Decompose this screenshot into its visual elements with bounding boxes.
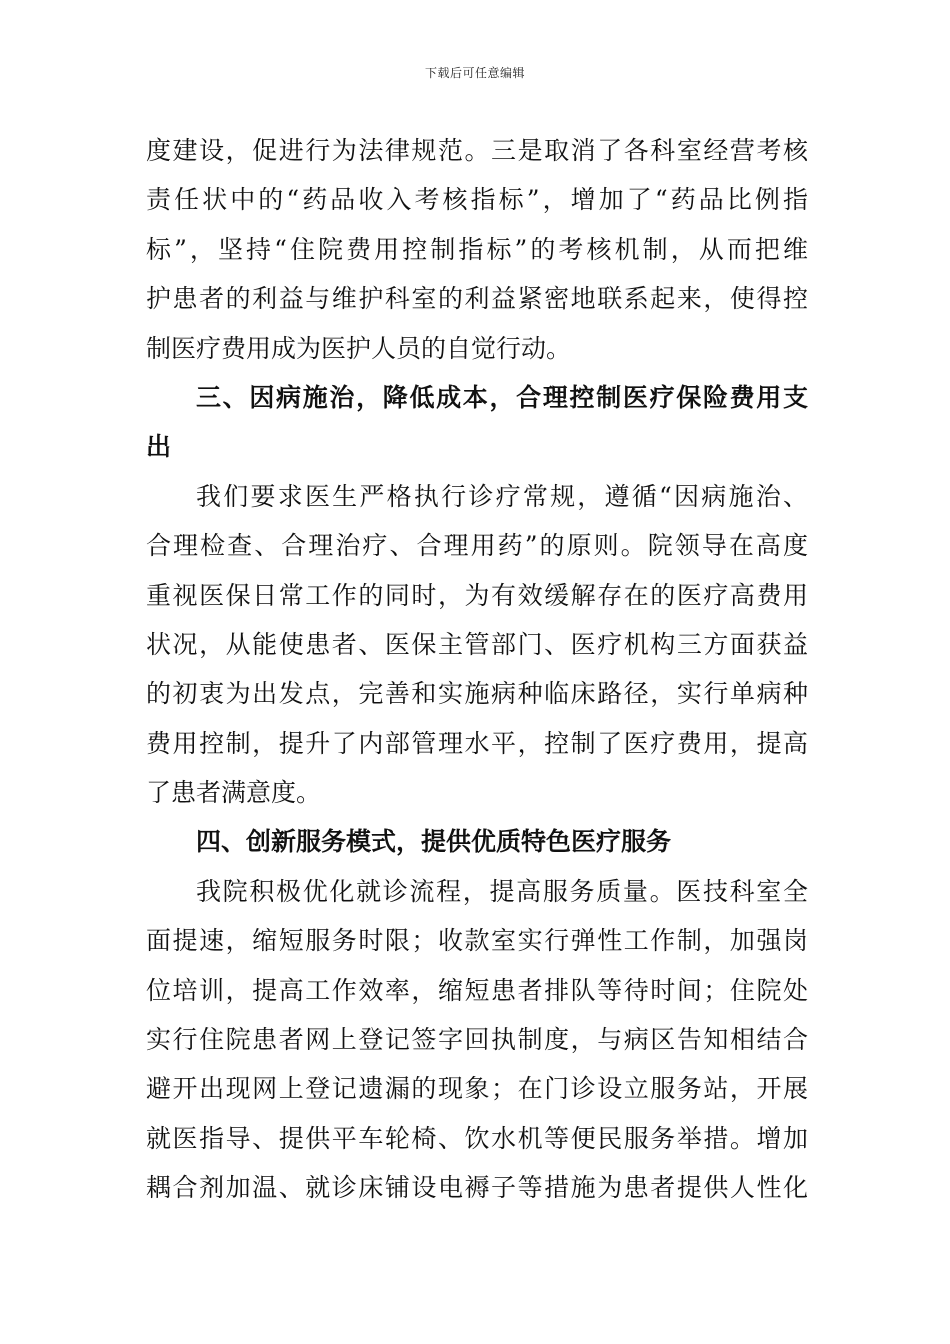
document-body [146, 126, 808, 1213]
text-line: 标”，坚持“住院费用控制指标”的考核机制，从而把维 [146, 234, 808, 264]
text-line: 我们要求医生严格执行诊疗常规，遵循“因病施治、 [196, 481, 808, 511]
section-heading-three [146, 373, 808, 472]
page-header: 下载后可任意编辑 [424, 66, 525, 80]
text-line: 位培训，提高工作效率，缩短患者排队等待时间；住院处 [146, 975, 808, 1005]
heading-line: 三、因病施治，降低成本，合理控制医疗保险费用支 [196, 382, 808, 412]
text-line: 我院积极优化就诊流程，提高服务质量。医技科室全 [196, 876, 808, 906]
text-line: 责任状中的“药品收入考核指标”，增加了“药品比例指 [146, 185, 808, 215]
text-line: 度建设，促进行为法律规范。三是取消了各科室经营考核 [146, 136, 808, 165]
text-line: 合理检查、合理治疗、合理用药”的原则。院领导在高度 [146, 531, 808, 561]
text-line: 耦合剂加温、就诊床铺设电褥子等措施为患者提供人性化 [146, 1173, 808, 1203]
paragraph-continuation [146, 126, 808, 373]
text-line: 了患者满意度。 [146, 778, 322, 808]
section-heading-four [146, 817, 808, 866]
paragraph-section-four [146, 867, 808, 1213]
heading-line: 四、创新服务模式，提供优质特色医疗服务 [196, 827, 672, 857]
text-line: 实行住院患者网上登记签字回执制度，与病区告知相结合 [146, 1025, 808, 1055]
text-line: 的初衷为出发点，完善和实施病种临床路径，实行单病种 [146, 679, 808, 709]
text-line: 制医疗费用成为医护人员的自觉行动。 [146, 333, 572, 363]
text-line: 费用控制，提升了内部管理水平，控制了医疗费用，提高 [146, 728, 808, 758]
text-line: 避开出现网上登记遗漏的现象；在门诊设立服务站，开展 [146, 1074, 808, 1104]
paragraph-section-three [146, 472, 808, 818]
text-line: 重视医保日常工作的同时，为有效缓解存在的医疗高费用 [146, 580, 808, 610]
text-line: 就医指导、提供平车轮椅、饮水机等便民服务举措。增加 [146, 1123, 808, 1153]
text-line: 状况，从能使患者、医保主管部门、医疗机构三方面获益 [146, 629, 808, 659]
text-line: 面提速，缩短服务时限；收款室实行弹性工作制，加强岗 [146, 926, 808, 956]
heading-line: 出 [146, 432, 172, 462]
text-line: 护患者的利益与维护科室的利益紧密地联系起来，使得控 [146, 284, 808, 314]
